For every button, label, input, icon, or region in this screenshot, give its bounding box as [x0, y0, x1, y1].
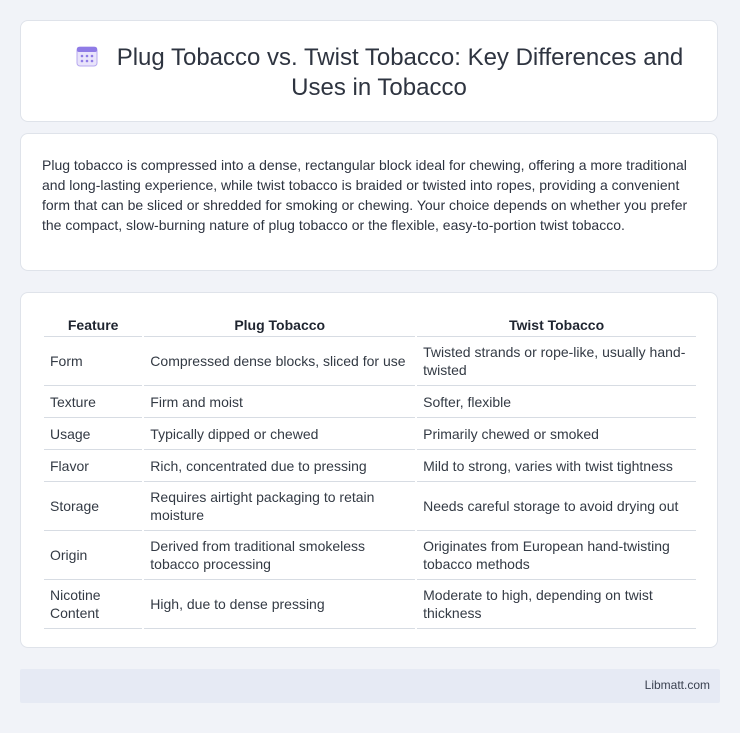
- table-row: [44, 531, 696, 580]
- header-plug-tobacco: Plug Tobacco: [144, 314, 415, 337]
- feature-cell: Nicotine Content: [44, 580, 142, 629]
- twist-cell: Moderate to high, depending on twist thickness: [417, 580, 696, 629]
- feature-cell: Storage: [44, 482, 142, 531]
- header-twist-tobacco: Twist Tobacco: [417, 314, 696, 337]
- plug-cell: Compressed dense blocks, sliced for use: [144, 337, 415, 386]
- table-header-row: [44, 314, 696, 337]
- comparison-card: [20, 292, 718, 648]
- page-title-wrap: [61, 43, 697, 103]
- table-row: [44, 580, 696, 629]
- table-row: [44, 386, 696, 418]
- table-row: [44, 418, 696, 450]
- plug-cell: Rich, concentrated due to pressing: [144, 450, 415, 482]
- twist-cell: Mild to strong, varies with twist tightness: [417, 450, 696, 482]
- plug-cell: High, due to dense pressing: [144, 580, 415, 629]
- twist-cell: Primarily chewed or smoked: [417, 418, 696, 450]
- calendar-grid-icon: [75, 44, 99, 68]
- twist-cell: Originates from European hand-twisting tobacco methods: [417, 531, 696, 580]
- feature-cell: Usage: [44, 418, 142, 450]
- twist-cell: Twisted strands or rope-like, usually hand-twisted: [417, 337, 696, 386]
- comparison-table: [42, 314, 698, 629]
- plug-cell: Derived from traditional smokeless tobacco processing: [144, 531, 415, 580]
- table-row: [44, 337, 696, 386]
- intro-paragraph: Plug tobacco is compressed into a dense, rectangular block ideal for chewing, offering a more traditional and long-lasting experience, while twist tobacco is braided or twisted into ropes, providing a convenient form that can be sliced or shredded for smoking or chewing. Your choice depends on whether you prefer the compact, slow-burning nature of plug tobacco or the flexible, easy-to-portion twist tobacco.: [42, 157, 688, 233]
- intro-card: [20, 133, 718, 271]
- twist-cell: Softer, flexible: [417, 386, 696, 418]
- feature-cell: Form: [44, 337, 142, 386]
- header-feature: Feature: [44, 314, 142, 337]
- footer-bar: [20, 669, 720, 703]
- table-row: [44, 482, 696, 531]
- feature-cell: Flavor: [44, 450, 142, 482]
- plug-cell: Firm and moist: [144, 386, 415, 418]
- page-title: Plug Tobacco vs. Twist Tobacco: Key Differences and Uses in Tobacco: [116, 44, 684, 101]
- title-card: [20, 20, 718, 122]
- plug-cell: Requires airtight packaging to retain moisture: [144, 482, 415, 531]
- table-row: [44, 450, 696, 482]
- footer-site-link[interactable]: Libmatt.com: [644, 678, 710, 692]
- plug-cell: Typically dipped or chewed: [144, 418, 415, 450]
- feature-cell: Origin: [44, 531, 142, 580]
- twist-cell: Needs careful storage to avoid drying out: [417, 482, 696, 531]
- feature-cell: Texture: [44, 386, 142, 418]
